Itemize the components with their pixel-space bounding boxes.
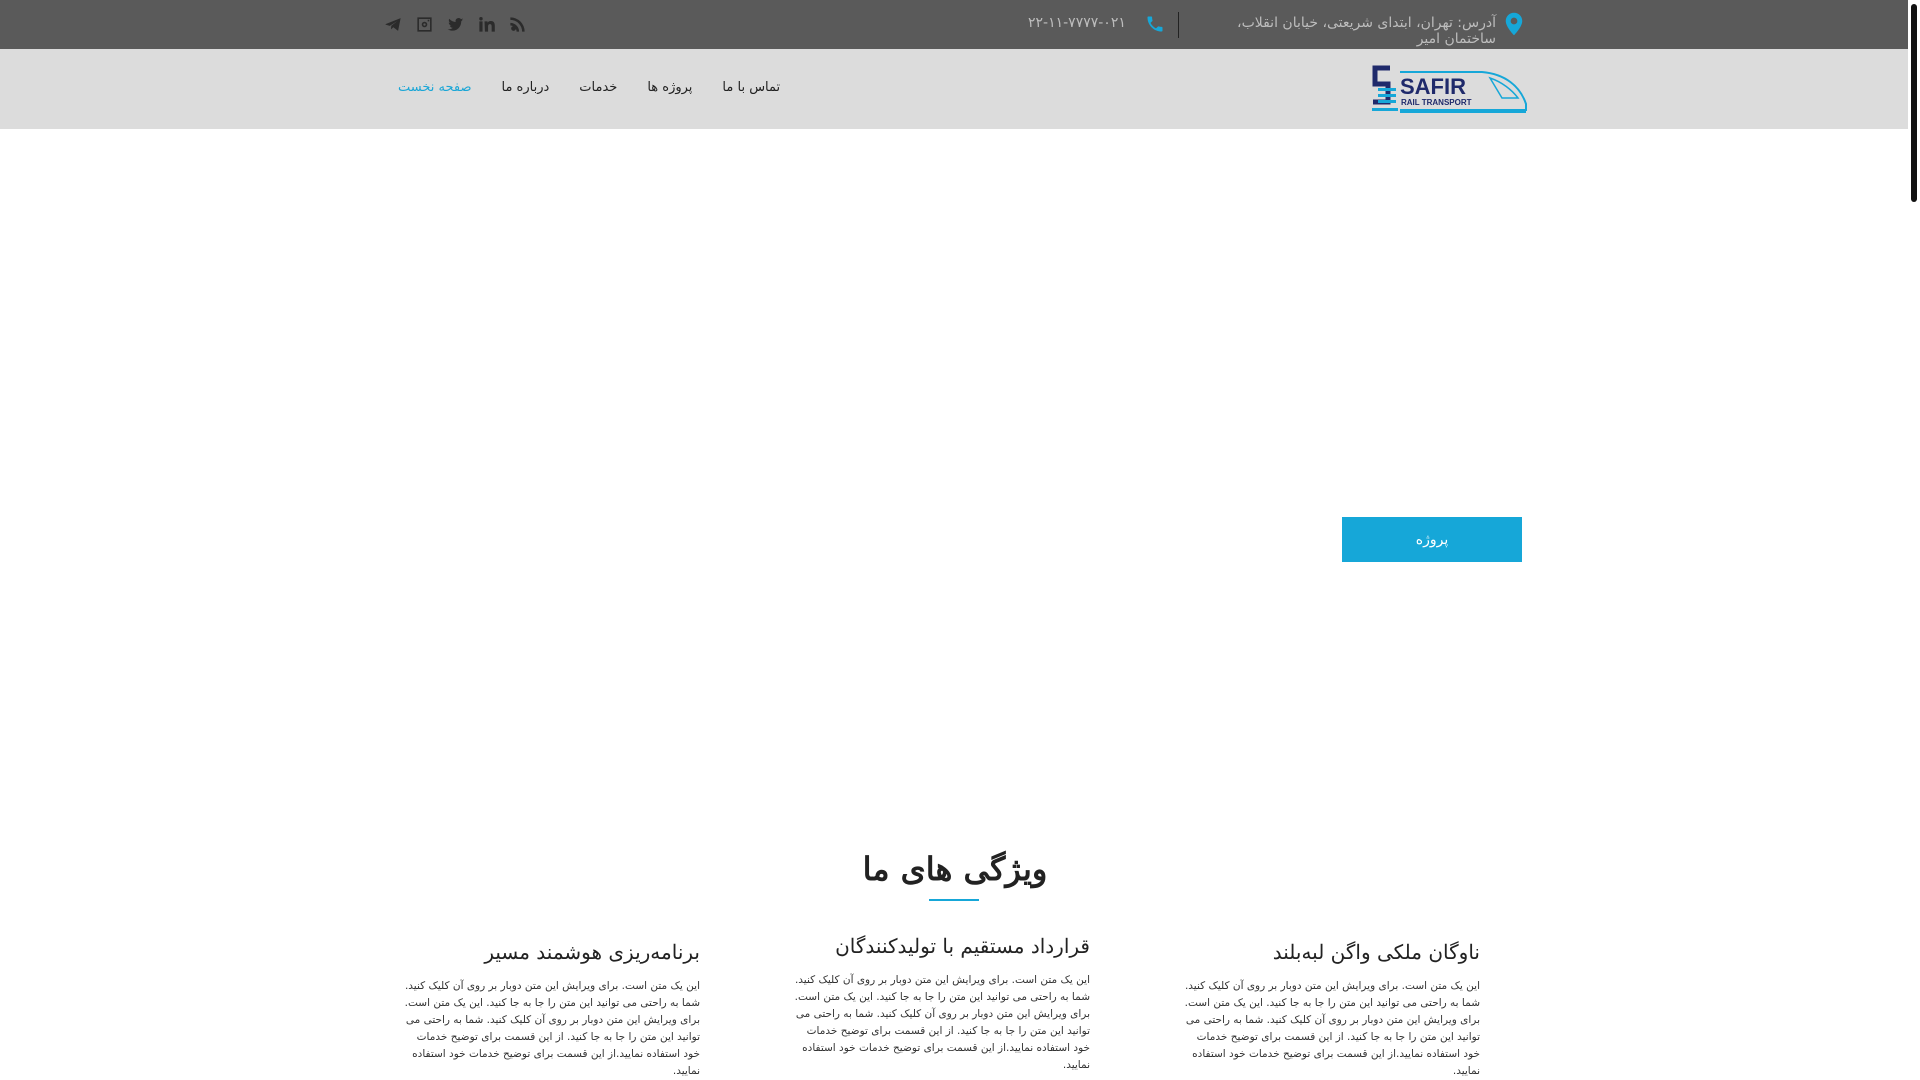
phone-icon bbox=[1145, 14, 1165, 34]
twitter-icon[interactable] bbox=[446, 15, 465, 34]
linkedin-icon[interactable] bbox=[477, 15, 496, 34]
feature-text: این یک متن است. برای ویرایش این متن دوبار بر روی آن کلیک کنید. شما به راحتی می توانید این متن را جا به جا کنید. این یک متن است. برای ویرایش این متن دوبار بر روی آن کلیک کنید. شما به راحتی می توانید این متن را جا به جا کنید. از این قسمت برای توضیح خدمات خود استفاده نمایید.از این قسمت برای توضیح خدمات خود استفاده نمایید. bbox=[1184, 980, 1480, 1077]
social-links bbox=[384, 15, 527, 34]
feature-text: این یک متن است. برای ویرایش این متن دوبار بر روی آن کلیک کنید. شما به راحتی می توانید این متن را جا به جا کنید. این یک متن است. برای ویرایش این متن دوبار بر روی آن کلیک کنید. شما به راحتی می توانید این متن را جا به جا کنید. از این قسمت برای توضیح خدمات خود استفاده نمایید.از این قسمت برای توضیح خدمات خود استفاده نمایید. bbox=[404, 980, 700, 1077]
feature-card bbox=[1180, 940, 1480, 1080]
feature-title: ناوگان ملکی واگن لبه‌بلند bbox=[1272, 940, 1480, 964]
main-navbar bbox=[0, 49, 1908, 129]
heading-underline bbox=[929, 899, 979, 901]
rss-icon[interactable] bbox=[508, 15, 527, 34]
feature-title: برنامه‌ریزی هوشمند مسیر bbox=[484, 940, 700, 964]
site-logo[interactable] bbox=[1370, 62, 1528, 116]
top-info-bar bbox=[0, 0, 1908, 49]
logo-tagline: RAIL TRANSPORT bbox=[1401, 98, 1472, 107]
main-menu bbox=[383, 80, 795, 95]
location-pin-icon bbox=[1505, 12, 1523, 36]
nav-contact[interactable]: تماس با ما bbox=[722, 80, 781, 95]
feature-card bbox=[400, 940, 700, 1080]
feature-title: قرارداد مستقیم با تولیدکنندگان bbox=[835, 934, 1090, 958]
scrollbar-thumb[interactable] bbox=[1911, 4, 1917, 202]
feature-text: این یک متن است. برای ویرایش این متن دوبار بر روی آن کلیک کنید. شما به راحتی می توانید این متن را جا به جا کنید. این یک متن است. برای ویرایش این متن دوبار بر روی آن کلیک کنید. شما به راحتی می توانید این متن را جا به جا کنید. از این قسمت برای توضیح خدمات خود استفاده نمایید.از این قسمت برای توضیح خدمات خود استفاده نمایید. bbox=[794, 974, 1090, 1071]
address-text: آدرس: تهران، ابتدای شریعتی، خیابان انقلاب، ساختمان امیر bbox=[1237, 15, 1496, 47]
nav-services[interactable]: خدمات bbox=[579, 80, 618, 95]
nav-about[interactable]: درباره ما bbox=[501, 80, 550, 95]
phone-number[interactable]: ۲۲-۱۱-۷۷۷۷-۰۲۱ bbox=[1028, 15, 1126, 31]
telegram-icon[interactable] bbox=[384, 15, 403, 34]
logo-brand: SAFIR bbox=[1400, 74, 1466, 99]
feature-card bbox=[790, 934, 1090, 1074]
nav-home[interactable]: صفحه نخست bbox=[398, 80, 472, 95]
project-button[interactable]: پروژه bbox=[1342, 517, 1522, 562]
features-heading: ویژگی های ما bbox=[862, 850, 1048, 888]
nav-projects[interactable]: پروژه ها bbox=[647, 80, 693, 95]
instagram-icon[interactable] bbox=[415, 15, 434, 34]
topbar-divider bbox=[1178, 12, 1179, 38]
